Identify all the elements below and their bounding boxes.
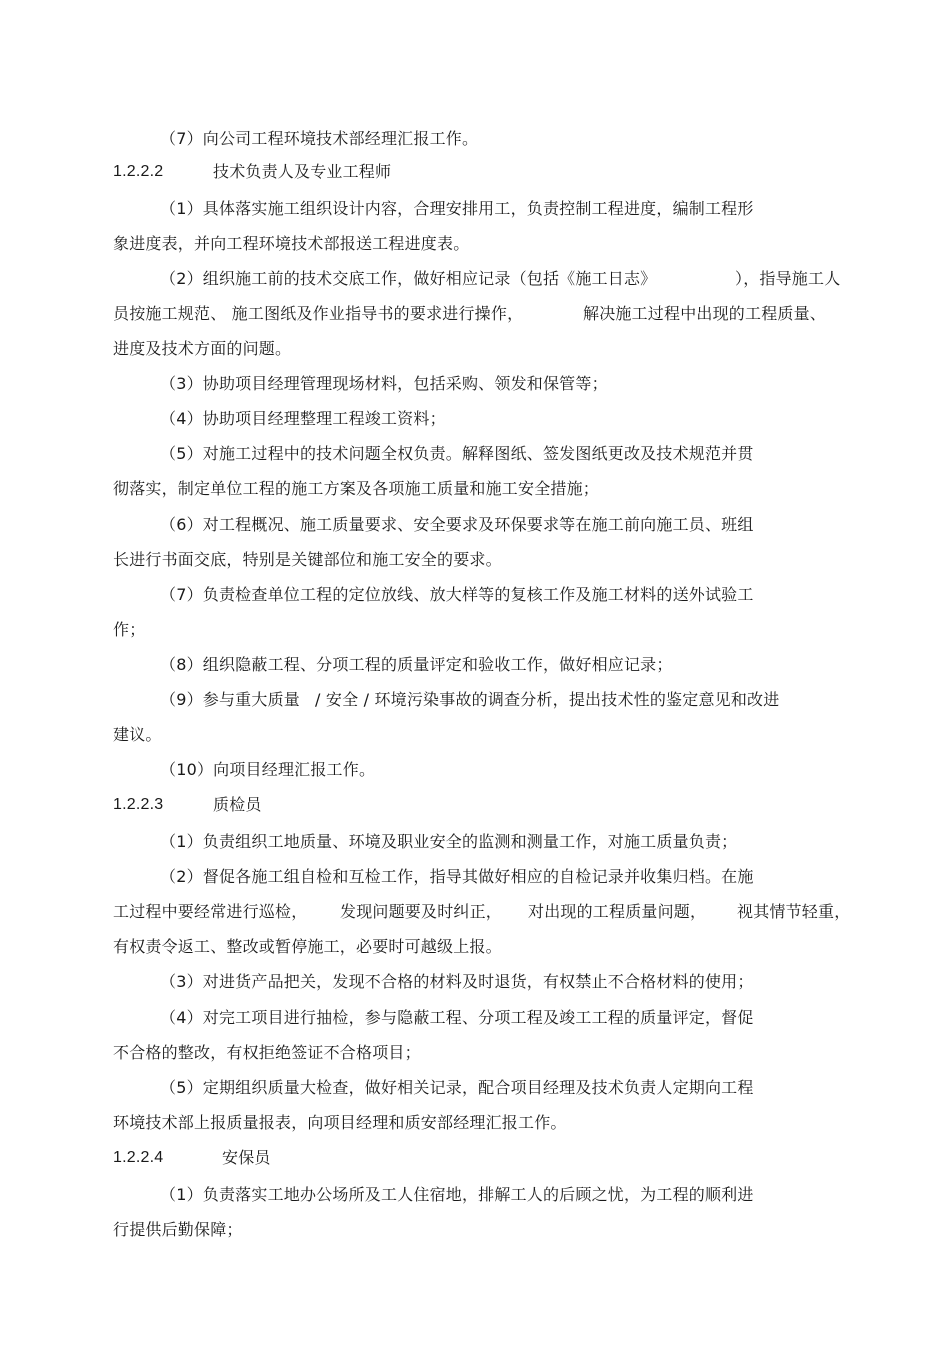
section-number: 1.2.2.2 (113, 163, 164, 180)
paragraph-line: （4）对完工项目进行抽检，参与隐蔽工程、分项工程及竣工工程的质量评定，督促 (160, 1008, 754, 1027)
section-title: 质检员 (213, 795, 262, 814)
paragraph-line: 长进行书面交底，特别是关键部位和施工安全的要求。 (113, 550, 502, 569)
section-title: 安保员 (222, 1148, 271, 1167)
paragraph-line: （5）定期组织质量大检查，做好相关记录，配合项目经理及技术负责人定期向工程 (160, 1078, 754, 1097)
paragraph-line: 不合格的整改，有权拒绝签证不合格项目； (113, 1043, 421, 1062)
paragraph-line: （1）负责组织工地质量、环境及职业安全的监测和测量工作，对施工质量负责； (160, 832, 738, 851)
paragraph-line: 象进度表，并向工程环境技术部报送工程进度表。 (113, 234, 470, 253)
paragraph-line: ），指导施工人 (735, 269, 841, 288)
paragraph-line: （7）负责检查单位工程的定位放线、放大样等的复核工作及施工材料的送外试验工 (160, 585, 754, 604)
paragraph-line: （2）组织施工前的技术交底工作，做好相应记录（包括《施工日志》 (160, 269, 657, 288)
paragraph-line: 行提供后勤保障； (113, 1220, 243, 1239)
paragraph-line: （1）具体落实施工组织设计内容，合理安排用工，负责控制工程进度，编制工程形 (160, 199, 754, 218)
paragraph-line: 发现问题要及时纠正， (340, 902, 503, 921)
paragraph-line: （7）向公司工程环境技术部经理汇报工作。 (160, 129, 479, 148)
section-title: 技术负责人及专业工程师 (213, 162, 392, 181)
paragraph-line: 对出现的工程质量问题， (528, 902, 707, 921)
paragraph-line: 员按施工规范、 施工图纸及作业指导书的要求进行操作， (113, 304, 524, 323)
paragraph-line: （8）组织隐蔽工程、分项工程的质量评定和验收工作，做好相应记录； (160, 655, 673, 674)
paragraph-line: 视其情节轻重， (737, 902, 851, 921)
paragraph-line: 作； (113, 620, 146, 639)
section-number: 1.2.2.4 (113, 1149, 164, 1166)
paragraph-line: 解决施工过程中出现的工程质量、 (583, 304, 827, 323)
paragraph-line: （6）对工程概况、施工质量要求、安全要求及环保要求等在施工前向施工员、班组 (160, 515, 754, 534)
paragraph-line: 环境技术部上报质量报表，向项目经理和质安部经理汇报工作。 (113, 1113, 567, 1132)
paragraph-line: 有权责令返工、整改或暂停施工，必要时可越级上报。 (113, 937, 502, 956)
paragraph-line: 工过程中要经常进行巡检， (113, 902, 308, 921)
paragraph-line: （3）协助项目经理管理现场材料，包括采购、领发和保管等； (160, 374, 608, 393)
paragraph-line: （5）对施工过程中的技术问题全权负责。解释图纸、签发图纸更改及技术规范并贯 (160, 444, 754, 463)
paragraph-line: 彻落实，制定单位工程的施工方案及各项施工质量和施工安全措施； (113, 479, 600, 498)
paragraph-line: （9）参与重大质量 (160, 690, 300, 709)
paragraph-line: 进度及技术方面的问题。 (113, 339, 292, 358)
section-number: 1.2.2.3 (113, 796, 164, 813)
paragraph-line: （3）对进货产品把关，发现不合格的材料及时退货，有权禁止不合格材料的使用； (160, 972, 754, 991)
paragraph-line: 建议。 (113, 725, 162, 744)
paragraph-line: （10）向项目经理汇报工作。 (160, 760, 376, 779)
paragraph-line: （1）负责落实工地办公场所及工人住宿地，排解工人的后顾之忧，为工程的顺利进 (160, 1185, 754, 1204)
paragraph-line: / 安全 / 环境污染事故的调查分析，提出技术性的鉴定意见和改进 (315, 690, 780, 709)
paragraph-line: （4）协助项目经理整理工程竣工资料； (160, 409, 446, 428)
paragraph-line: （2）督促各施工组自检和互检工作，指导其做好相应的自检记录并收集归档。在施 (160, 867, 754, 886)
